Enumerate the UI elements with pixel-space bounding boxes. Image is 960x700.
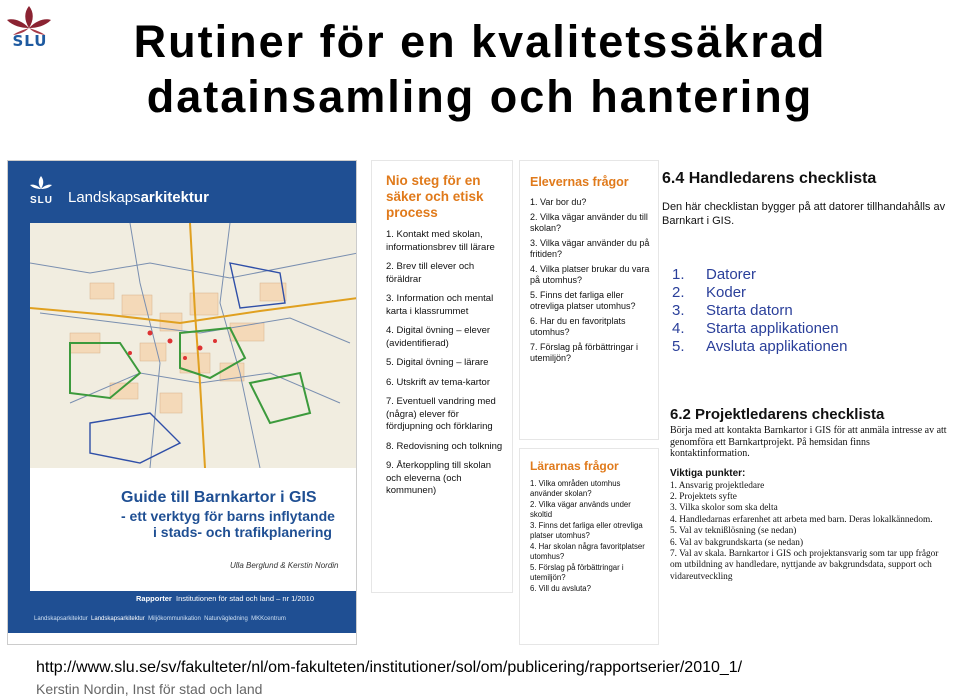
nine-steps-title: Nio steg för en säker och etisk process [386, 173, 484, 220]
cover-brand: Landskapsarkitektur [68, 189, 209, 206]
list-item: 4. Handledarnas erfarenhet att arbeta med barn. Deras lokalkännedom. [670, 514, 933, 525]
list-item: 2. Vilka vägar används under skoltid [530, 500, 631, 519]
list-item: 5. Förslag på förbättringar i utemiljön? [530, 563, 624, 582]
logo-text: SLU [12, 32, 48, 50]
guide-authors: Ulla Berglund & Kerstin Nordin [230, 561, 339, 570]
list-item: 2. Brev till elever och föräldrar [386, 261, 475, 285]
teachers-questions-panel [519, 448, 659, 645]
list-item: 6. Vill du avsluta? [530, 584, 591, 593]
pupils-questions-title: Elevernas frågor [530, 175, 629, 189]
guide-title: Guide till Barnkartor i GIS - ett verktyg för barns inflytande i stads- och trafikplanering [121, 489, 335, 540]
cover-flower-icon [30, 175, 52, 195]
cover-report-text: Rapporter Institutionen för stad och land – nr 1/2010 [136, 594, 315, 603]
list-item: 5. Avsluta applikationen [672, 338, 848, 355]
teachers-questions-title: Lärarnas frågor [530, 459, 619, 473]
teachers-questions-list [530, 479, 652, 594]
project-leader-checklist-title: 6.2 Projektledarens checklista [670, 406, 885, 423]
steps-list [672, 266, 912, 356]
list-item: 1. Kontakt med skolan, informationsbrev till lärare [386, 229, 495, 253]
cover-slu-text: SLU [30, 195, 53, 206]
list-item: 6. Har du en favoritplats utomhus? [530, 315, 626, 337]
cover-footer: Landskapsarkitektur Landskapsarkitektur Miljökommunikation Naturvägledning MKKcentrum [34, 616, 286, 622]
list-item: 4. Starta applikationen [672, 320, 839, 337]
list-item: 4. Digital övning – elever (avidentifierad) [386, 325, 491, 349]
list-item: 1. Datorer [672, 266, 757, 283]
list-item: 4. Vilka platser brukar du vara på utomhus? [530, 263, 650, 285]
list-item: 5. Val av teknißlösning (se nedan) [670, 526, 797, 537]
list-item: 7. Eventuell vandring med (några) elever för fördjupning och förklaring [386, 396, 496, 432]
list-item: 2. Koder [672, 284, 747, 301]
supervisor-checklist-title: 6.4 Handledarens checklista [662, 170, 877, 187]
list-item: 3. Starta datorn [672, 302, 793, 319]
list-item: 4. Har skolan några favoritplatser utomhus? [530, 542, 645, 561]
project-leader-subtitle: Viktiga punkter: [670, 467, 746, 479]
list-item: 2. Projektets syfte [670, 491, 737, 502]
pupils-questions-list [530, 197, 652, 365]
page-title: Rutiner för en kvalitetssäkrad datainsamling och hantering [133, 16, 827, 122]
guide-cover-image [7, 160, 357, 645]
list-item: 7. Förslag på förbättringar i utemiljön? [530, 341, 639, 363]
list-item: 3. Finns det farliga eller otrevliga platser utomhus? [530, 521, 643, 540]
project-leader-checklist-panel [660, 400, 954, 652]
list-item: 8. Redovisning och tolkning [386, 440, 503, 452]
list-item: 7. Val av skala. Barnkartor i GIS och projektansvarig som tar upp frågor om utbildning av handledare, nyttjande av bakgrundsdata, support och vidareutveckling [670, 548, 939, 582]
list-item: 1. Vilka områden utomhus använder skolan? [530, 479, 621, 498]
pupils-questions-panel [519, 160, 659, 440]
nine-steps-list [386, 229, 504, 498]
list-item: 2. Vilka vägar använder du till skolan? [530, 211, 648, 233]
supervisor-checklist-panel [660, 160, 958, 248]
list-item: 3. Vilka vägar använder du på fritiden? [530, 237, 650, 259]
list-item: 1. Ansvarig projektledare [670, 480, 765, 491]
supervisor-checklist-text: Den här checklistan bygger på att datorer tillhandahålls av Barnkart i GIS. [662, 201, 946, 227]
cover-bottom-band [8, 611, 357, 633]
list-item: 3. Information och mental karta i klassrummet [386, 293, 494, 317]
list-item: 5. Finns det farliga eller otrevliga platser utomhus? [530, 289, 636, 311]
list-item: 1. Var bor du? [530, 197, 587, 207]
source-url[interactable]: http://www.slu.se/sv/fakulteter/nl/om-fakulteten/institutioner/sol/om/publicering/rapportserier/2010_1/ [36, 659, 743, 676]
nine-steps-panel [371, 160, 513, 593]
author-footer: Kerstin Nordin, Inst för stad och land [36, 681, 263, 697]
list-item: 6. Utskrift av tema-kartor [386, 376, 490, 388]
list-item: 3. Vilka skolor som ska delta [670, 503, 778, 514]
list-item: 6. Val av bakgrundskarta (se nedan) [670, 537, 804, 548]
list-item: 9. Återkoppling till skolan och eleverna (och kommunen) [386, 460, 492, 496]
list-item: 5. Digital övning – lärare [386, 357, 489, 368]
cover-map [30, 223, 357, 468]
project-leader-intro: Börja med att kontakta Barnkartor i GIS för att anmäla intresse av att genomföra ett Barnkartprojekt. På hemsidan finns kontaktinformation. [670, 425, 947, 459]
project-leader-list [670, 481, 950, 584]
